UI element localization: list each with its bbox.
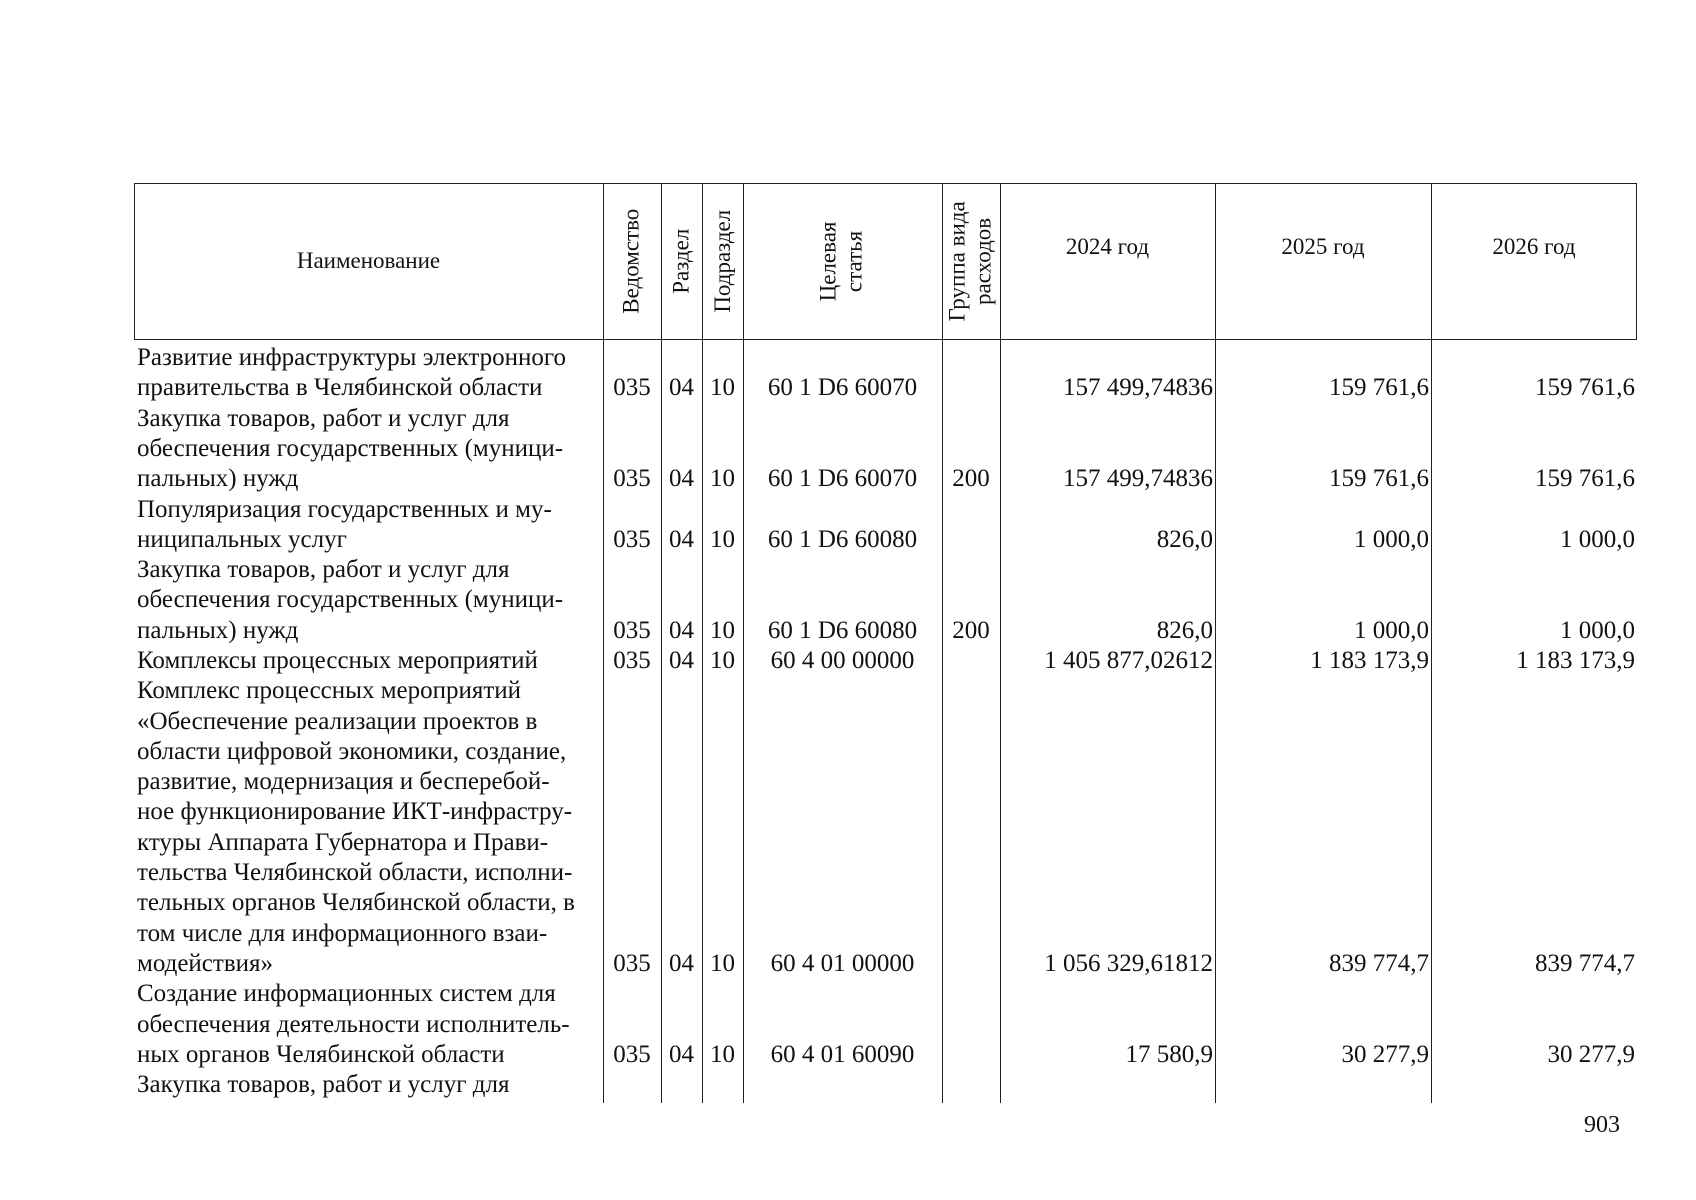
row-name-line: ниципальных услуг <box>137 525 347 553</box>
cell-v2026: 159 761,6 <box>1535 465 1635 493</box>
header-bottom-border <box>134 339 1637 340</box>
cell-v2024: 157 499,74836 <box>1063 374 1213 402</box>
cell-razd: 04 <box>669 525 694 553</box>
row-name-line: обеспечения государственных (муници- <box>137 434 564 462</box>
cell-vr: 200 <box>952 616 990 644</box>
cell-vr: 200 <box>952 465 990 493</box>
cell-v2024: 1 405 877,02612 <box>1044 647 1213 674</box>
cell-podr: 10 <box>710 950 735 977</box>
table-row <box>134 979 1637 1070</box>
header-celevaya: Целевая статья <box>815 221 868 301</box>
table-row <box>134 404 1637 495</box>
cell-v2025: 839 774,7 <box>1329 950 1429 977</box>
cell-v2026: 839 774,7 <box>1535 950 1635 977</box>
cell-v2025: 159 761,6 <box>1329 465 1429 493</box>
cell-ved: 035 <box>613 950 651 977</box>
cell-cs: 60 4 00 00000 <box>770 647 915 674</box>
table-row <box>134 1070 1637 1100</box>
cell-podr: 10 <box>710 616 735 644</box>
cell-podr: 10 <box>710 1040 735 1068</box>
row-name-line: ных органов Челябинской области <box>137 1040 505 1068</box>
cell-v2025: 1 000,0 <box>1354 525 1429 553</box>
row-name-line: ктуры Аппарата Губернатора и Прави- <box>137 828 549 856</box>
row-name <box>137 404 599 495</box>
row-name <box>137 1070 599 1100</box>
cell-razd: 04 <box>669 950 694 977</box>
row-name <box>137 676 599 979</box>
cell-v2024: 17 580,9 <box>1125 1040 1213 1068</box>
row-name <box>137 555 599 646</box>
row-name-line: обеспечения деятельности исполнитель- <box>137 1010 570 1038</box>
row-name-line: развитие, модернизация и бесперебой- <box>137 768 550 796</box>
cell-v2024: 826,0 <box>1156 525 1213 553</box>
cell-cs: 60 1 D6 60080 <box>767 525 918 553</box>
cell-cs: 60 1 D6 60070 <box>767 374 918 402</box>
cell-razd: 04 <box>669 647 694 674</box>
row-name-line: пальных) нужд <box>137 616 299 644</box>
page-number: 903 <box>1584 1112 1620 1138</box>
table-row <box>134 555 1637 646</box>
header-podrazdel: Подраздел <box>709 209 735 313</box>
cell-razd: 04 <box>669 616 694 644</box>
cell-v2024: 1 056 329,61812 <box>1044 950 1213 977</box>
cell-v2026: 1 183 173,9 <box>1516 647 1635 674</box>
cell-v2025: 1 000,0 <box>1354 616 1429 644</box>
row-name-line: «Обеспечение реализации проектов в <box>137 707 538 735</box>
cell-ved: 035 <box>613 525 651 553</box>
cell-podr: 10 <box>710 374 735 402</box>
header-2024: 2024 год <box>1065 234 1150 260</box>
cell-cs: 60 1 D6 60070 <box>767 465 918 493</box>
row-name-line: тельства Челябинской области, исполни- <box>137 859 573 887</box>
row-name-line: Закупка товаров, работ и услуг для <box>137 1071 510 1099</box>
header-razdel: Раздел <box>668 228 694 294</box>
table-row <box>134 676 1637 979</box>
row-name-line: правительства в Челябинской области <box>137 374 543 402</box>
header-gruppa <box>945 201 998 321</box>
row-name-line: пальных) нужд <box>137 465 299 493</box>
cell-cs: 60 1 D6 60080 <box>767 616 918 644</box>
cell-cs: 60 4 01 00000 <box>770 950 915 977</box>
row-name <box>137 979 599 1070</box>
row-name-line: тельных органов Челябинской области, в <box>137 889 575 917</box>
cell-v2025: 1 183 173,9 <box>1310 647 1429 674</box>
cell-v2026: 1 000,0 <box>1560 616 1635 644</box>
row-name-line: Закупка товаров, работ и услуг для <box>137 404 510 432</box>
cell-razd: 04 <box>669 465 694 493</box>
cell-v2026: 159 761,6 <box>1535 374 1635 402</box>
row-name-line: области цифровой экономики, создание, <box>137 737 567 765</box>
table-row <box>134 343 1637 404</box>
row-name-line: Комплекс процессных мероприятий <box>137 677 522 705</box>
cell-v2025: 30 277,9 <box>1341 1040 1429 1068</box>
cell-razd: 04 <box>669 374 694 402</box>
row-name-line: том числе для информационного взаи- <box>137 919 548 947</box>
cell-ved: 035 <box>613 647 651 674</box>
header-name: Наименование <box>296 248 441 274</box>
row-name-line: Популяризация государственных и му- <box>137 495 552 523</box>
cell-podr: 10 <box>710 647 735 674</box>
row-name-line: Развитие инфраструктуры электронного <box>137 344 567 371</box>
header-vedomstvo: Ведомство <box>618 208 644 314</box>
cell-v2024: 157 499,74836 <box>1063 465 1213 493</box>
budget-table <box>134 183 1637 1103</box>
row-name-line: ное функционирование ИКТ-инфрастру- <box>137 798 573 826</box>
table-row <box>134 495 1637 556</box>
row-name-line: Закупка товаров, работ и услуг для <box>137 556 510 584</box>
cell-ved: 035 <box>613 1040 651 1068</box>
header-2026: 2026 год <box>1492 234 1576 260</box>
header-gruppa-line1: Группа вида <box>944 200 970 322</box>
cell-v2026: 30 277,9 <box>1547 1040 1635 1068</box>
row-name-line: Создание информационных систем для <box>137 980 556 1008</box>
cell-v2026: 1 000,0 <box>1560 525 1635 553</box>
cell-ved: 035 <box>613 465 651 493</box>
cell-ved: 035 <box>613 374 651 402</box>
row-name <box>137 343 599 404</box>
cell-v2024: 826,0 <box>1156 616 1213 644</box>
cell-cs: 60 4 01 60090 <box>770 1040 915 1068</box>
row-name <box>137 646 599 676</box>
row-name-line: обеспечения государственных (муници- <box>137 586 564 614</box>
cell-v2025: 159 761,6 <box>1329 374 1429 402</box>
table-row <box>134 646 1637 676</box>
row-name-line: модействия» <box>137 949 273 977</box>
row-name-line: Комплексы процессных мероприятий <box>137 647 538 674</box>
cell-podr: 10 <box>710 525 735 553</box>
header-2025: 2025 год <box>1281 234 1365 260</box>
row-name <box>137 495 599 556</box>
header-gruppa-line2: расходов <box>971 217 997 305</box>
cell-ved: 035 <box>613 616 651 644</box>
cell-razd: 04 <box>669 1040 694 1068</box>
cell-podr: 10 <box>710 465 735 493</box>
